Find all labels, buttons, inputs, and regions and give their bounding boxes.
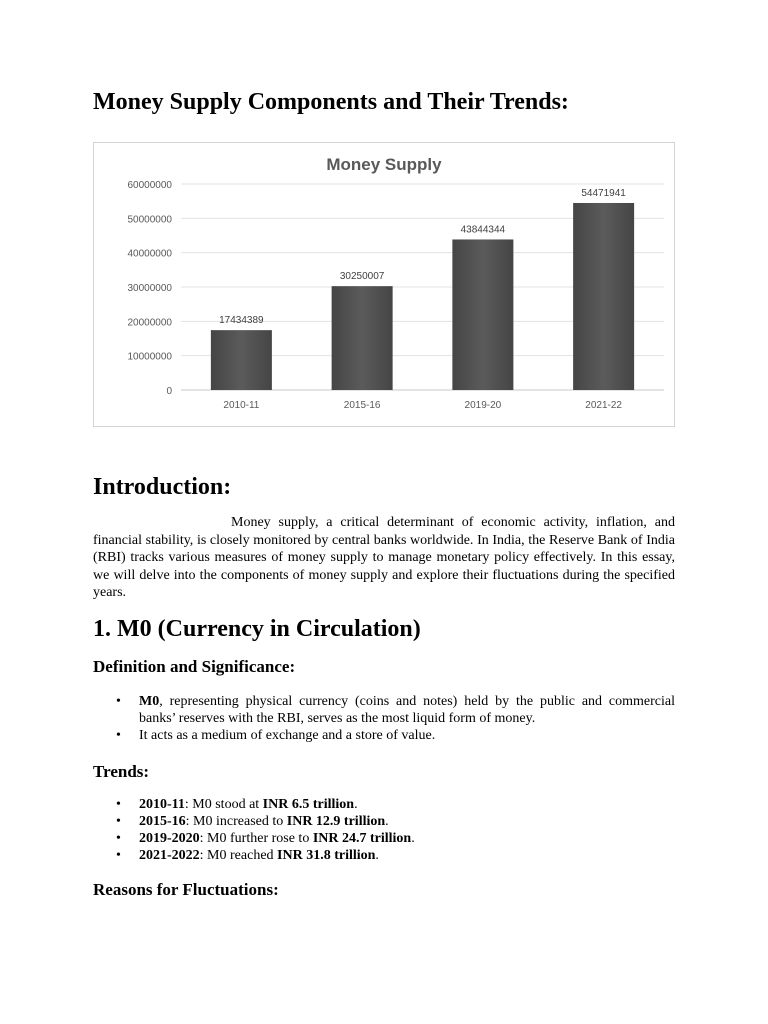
trend-year: 2019-2020: [139, 831, 200, 846]
trend-value: INR 12.9 trillion: [286, 814, 386, 829]
trends-heading: Trends:: [93, 762, 150, 781]
trend-text: : M0 stood at: [184, 797, 263, 812]
trend-year: 2021-2022: [139, 848, 200, 863]
page-title: Money Supply Components and Their Trends:: [93, 89, 569, 115]
chart-bars: [211, 188, 634, 411]
chart-title: Money Supply: [326, 155, 442, 174]
y-tick-label: 40000000: [127, 248, 172, 260]
x-tick-label: 2021-22: [585, 400, 622, 411]
bar-2019-20: [452, 239, 513, 390]
definition-heading: Definition and Significance:: [93, 657, 296, 676]
reasons-heading: Reasons for Fluctuations:: [93, 880, 279, 899]
trend-value: INR 6.5 trillion: [262, 797, 355, 812]
definition-text: It acts as a medium of exchange and a store of value.: [139, 728, 436, 743]
definition-item: [93, 727, 675, 744]
y-tick-label: 20000000: [127, 317, 172, 329]
trend-item: [93, 830, 675, 847]
bar-2010-11: [211, 330, 272, 390]
bar-2015-16: [332, 286, 393, 390]
trend-text: : M0 increased to: [185, 814, 287, 829]
x-tick-label: 2019-20: [464, 400, 502, 411]
trend-item: [93, 813, 675, 830]
introduction-text: Money supply, a critical determinant of economic activity, inflation, and financial stability, is closely monitored by central banks worldwide. In India, the Reserve Bank of India (RBI) tracks various measures of money supply to manage monetary policy effectively. In this essay, we will delve into the components of money supply and explore their fluctuations during the specified years.: [93, 515, 675, 600]
introduction-paragraph: [93, 514, 675, 602]
y-tick-label: 60000000: [127, 180, 172, 191]
data-label: 17434389: [219, 315, 264, 327]
trends-list: [93, 796, 675, 864]
y-tick-label: 50000000: [127, 214, 172, 226]
definition-item: [93, 693, 675, 727]
x-tick-label: 2010-11: [223, 400, 260, 411]
x-tick-label: 2015-16: [343, 400, 381, 411]
data-label: 30250007: [339, 271, 385, 283]
trend-text: : M0 further rose to: [199, 831, 313, 846]
m0-term: M0: [139, 694, 160, 709]
trend-value: INR 24.7 trillion: [312, 831, 412, 846]
trend-end: .: [375, 848, 379, 863]
chart-svg: [94, 143, 674, 426]
section-heading-m0: 1. M0 (Currency in Circulation): [93, 616, 421, 642]
y-tick-label: 10000000: [127, 351, 172, 363]
definition-text: , representing physical currency (coins and notes) held by the public and commercial banks’ reserves with the RBI, serves as the most liquid form of money.: [139, 694, 675, 726]
y-tick-label: 30000000: [127, 283, 172, 294]
trend-end: .: [385, 814, 389, 829]
trend-text: : M0 reached: [199, 848, 278, 863]
data-label: 43844344: [460, 224, 506, 236]
y-tick-label: 0: [166, 386, 172, 397]
trend-year: 2010-11: [139, 797, 185, 812]
trend-value: INR 31.8 trillion: [277, 848, 376, 863]
definition-list: [93, 693, 675, 744]
introduction-heading: Introduction:: [93, 474, 232, 500]
trend-end: .: [411, 831, 415, 846]
trend-end: .: [354, 797, 358, 812]
trend-year: 2015-16: [139, 814, 186, 829]
money-supply-chart: [93, 142, 675, 427]
data-label: 54471941: [581, 187, 626, 199]
trend-item: [93, 796, 675, 813]
bar-2021-22: [573, 203, 634, 390]
trend-item: [93, 847, 675, 864]
